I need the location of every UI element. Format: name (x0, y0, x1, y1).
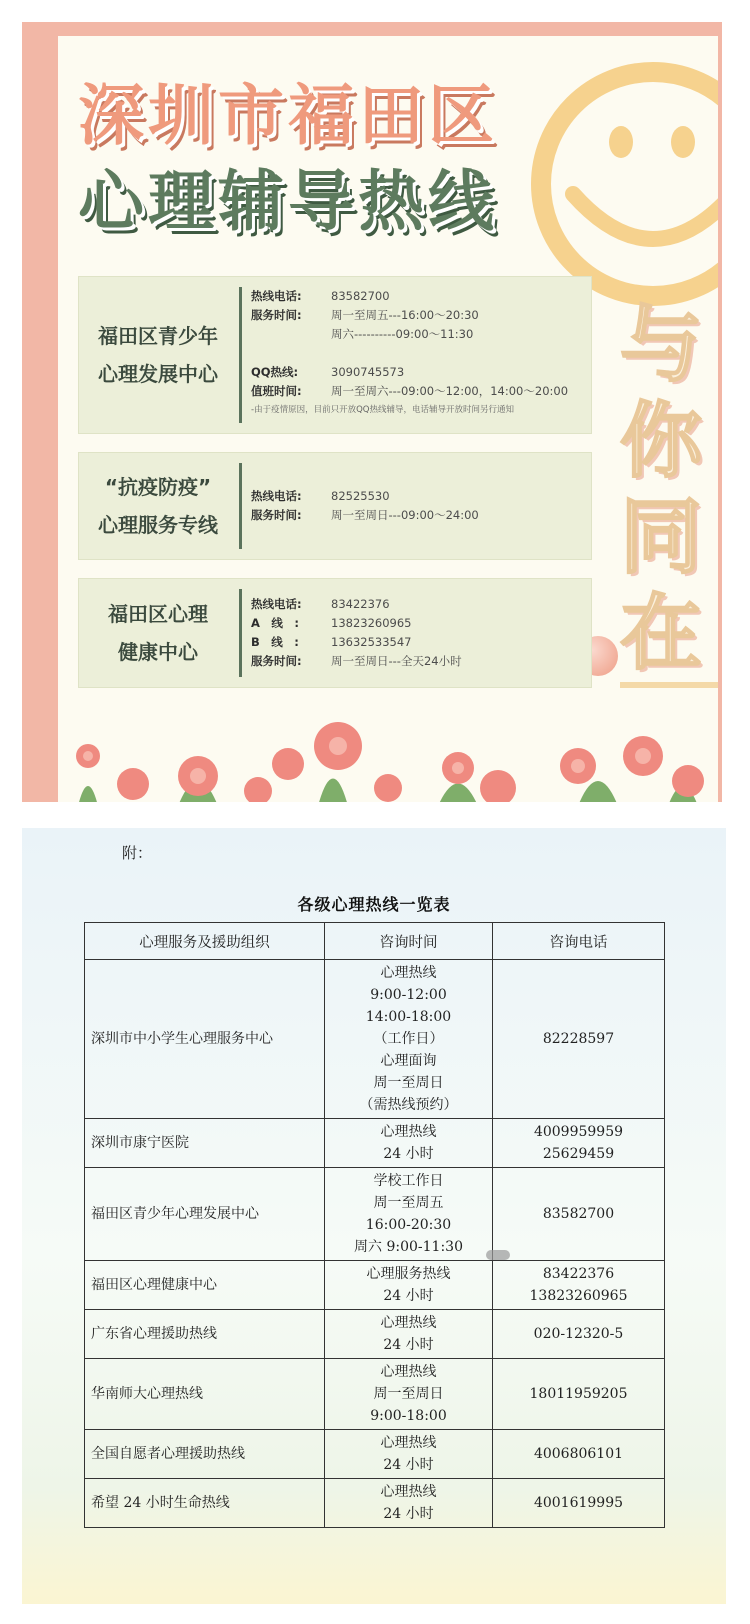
cell-org: 希望 24 小时生命热线 (85, 1479, 325, 1528)
row-label: 服务时间: (251, 308, 302, 322)
time-line: （需热线预约） (359, 1097, 458, 1113)
slogan-char: 在 (619, 586, 702, 681)
row-label: 热线电话: (251, 597, 302, 611)
cell-time (325, 1119, 493, 1168)
table-row (85, 1168, 665, 1261)
phone-number[interactable]: 4001619995 (533, 1495, 624, 1511)
cell-time (325, 1479, 493, 1528)
card-org-name-line: 福田区心理 (108, 602, 208, 626)
row-value: 83422376 (331, 597, 390, 611)
card-row (251, 382, 587, 401)
row-value: 周六----------09:00～11:30 (331, 327, 474, 341)
table-row (85, 1479, 665, 1528)
column-header-phone: 咨询电话 (493, 923, 665, 960)
poster-title-line1: 深圳市福田区 (78, 77, 498, 154)
hotline-list-document (22, 828, 726, 1604)
card-row (251, 614, 587, 633)
card-row (251, 363, 587, 382)
card-row (251, 633, 587, 652)
cell-org: 深圳市康宁医院 (85, 1119, 325, 1168)
phone-number[interactable]: 82228597 (542, 1031, 615, 1047)
blurred-mark (486, 1250, 510, 1260)
table-row (85, 1261, 665, 1310)
hotline-card-youth-center (78, 276, 592, 434)
row-value: 13632533547 (331, 635, 412, 649)
card-row (251, 652, 587, 671)
time-line: 16:00-20:30 (365, 1217, 452, 1233)
poster-canvas (58, 36, 718, 802)
card-separator (239, 589, 242, 677)
card-details (251, 487, 587, 525)
time-line: 心理热线 (380, 1364, 437, 1380)
cell-time (325, 1359, 493, 1430)
row-value: 周一至周日---09:00～24:00 (331, 508, 479, 522)
time-line: 周六 9:00-11:30 (354, 1239, 463, 1255)
cell-org: 福田区心理健康中心 (85, 1261, 325, 1310)
cell-org: 全国自愿者心理援助热线 (85, 1430, 325, 1479)
card-row (251, 487, 587, 506)
cell-phone (493, 1168, 665, 1261)
slogan-char: 与 (619, 298, 702, 393)
row-label: 热线电话: (251, 289, 302, 303)
cell-phone (493, 1359, 665, 1430)
time-line: 心理热线 (380, 1484, 437, 1500)
card-note: -由于疫情原因，目前只开放QQ热线辅导，电话辅导开放时间另行通知 (251, 405, 514, 415)
phone-number[interactable]: 020-12320-5 (533, 1326, 624, 1342)
vertical-slogan (606, 298, 716, 682)
row-value: 周一至周日---全天24小时 (331, 654, 462, 668)
time-line: 心理热线 (380, 965, 437, 981)
table-row (85, 1359, 665, 1430)
card-row (251, 506, 587, 525)
time-line: 24 小时 (383, 1288, 434, 1304)
card-row (251, 306, 587, 325)
cell-phone (493, 960, 665, 1119)
card-row (251, 595, 587, 614)
cell-org: 福田区青少年心理发展中心 (85, 1168, 325, 1261)
cell-phone (493, 1479, 665, 1528)
cell-phone (493, 1310, 665, 1359)
phone-number[interactable]: 4009959959 (533, 1124, 624, 1140)
card-org-name-line: 福田区青少年 (98, 324, 218, 348)
time-line: 心理面询 (380, 1053, 437, 1069)
cell-time (325, 960, 493, 1119)
card-org-name-line: 健康中心 (118, 640, 198, 664)
row-value: 周一至周六---09:00～12:00，14:00～20:00 (331, 384, 569, 398)
phone-number[interactable]: 13823260965 (529, 1288, 628, 1304)
cell-time (325, 1310, 493, 1359)
card-org-name-line: “抗疫防疫” (104, 475, 212, 499)
card-details (251, 595, 587, 671)
hotline-card-epidemic (78, 452, 592, 560)
cell-phone (493, 1430, 665, 1479)
row-value: 83582700 (331, 289, 390, 303)
time-line: 心理热线 (380, 1315, 437, 1331)
card-row (251, 325, 587, 344)
row-label: 服务时间: (251, 508, 302, 522)
cell-org: 广东省心理援助热线 (85, 1310, 325, 1359)
time-line: 心理服务热线 (366, 1266, 451, 1282)
hotline-table (84, 922, 665, 1528)
time-line: 周一至周日 (373, 1075, 444, 1091)
card-separator (239, 463, 242, 549)
time-line: 学校工作日 (373, 1173, 444, 1189)
table-row (85, 960, 665, 1119)
row-label: B 线 : (251, 635, 299, 649)
row-value: 3090745573 (331, 365, 405, 379)
card-row (251, 287, 587, 306)
phone-number[interactable]: 18011959205 (529, 1386, 628, 1402)
cell-org: 深圳市中小学生心理服务中心 (85, 960, 325, 1119)
card-org-name-line: 心理发展中心 (98, 362, 218, 386)
row-label: 热线电话: (251, 489, 302, 503)
cell-time (325, 1430, 493, 1479)
card-row-spacer (251, 344, 587, 363)
cell-org: 华南师大心理热线 (85, 1359, 325, 1430)
column-header-time: 咨询时间 (325, 923, 493, 960)
time-line: 24 小时 (383, 1337, 434, 1353)
time-line: 周一至周日 (373, 1386, 444, 1402)
time-line: 9:00-18:00 (370, 1408, 447, 1424)
flowers-decoration-icon (58, 696, 718, 802)
phone-number[interactable]: 25629459 (542, 1146, 615, 1162)
time-line: 24 小时 (383, 1506, 434, 1522)
table-header-row (85, 923, 665, 960)
time-line: 心理热线 (380, 1124, 437, 1140)
cell-time (325, 1168, 493, 1261)
row-value: 82525530 (331, 489, 390, 503)
cell-phone (493, 1119, 665, 1168)
card-org-name (79, 453, 237, 559)
slogan-underline (620, 682, 718, 688)
column-header-org: 心理服务及援助组织 (85, 923, 325, 960)
time-line: 14:00-18:00 (365, 1009, 452, 1025)
phone-number[interactable]: 4006806101 (533, 1446, 624, 1462)
card-org-name (79, 277, 237, 433)
time-line: （工作日） (373, 1031, 444, 1047)
row-label: 服务时间: (251, 654, 302, 668)
time-line: 周一至周五 (373, 1195, 444, 1211)
card-org-name (79, 579, 237, 687)
card-details (251, 287, 587, 420)
time-line: 9:00-12:00 (370, 987, 447, 1003)
time-line: 心理热线 (380, 1435, 437, 1451)
table-row (85, 1430, 665, 1479)
poster-title-line2: 心理辅导热线 (78, 163, 498, 240)
phone-number[interactable]: 83582700 (542, 1206, 615, 1222)
row-value: 13823260965 (331, 616, 412, 630)
table-row (85, 1119, 665, 1168)
hotline-card-health-center (78, 578, 592, 688)
table-row (85, 1310, 665, 1359)
row-label: QQ热线: (251, 365, 299, 379)
time-line: 24 小时 (383, 1457, 434, 1473)
phone-number[interactable]: 83422376 (542, 1266, 615, 1282)
card-org-name-line: 心理服务专线 (98, 513, 218, 537)
row-label: A 线 : (251, 616, 299, 630)
card-separator (239, 287, 242, 423)
poster (22, 22, 722, 802)
cell-time (325, 1261, 493, 1310)
cell-phone (493, 1261, 665, 1310)
row-value: 周一至周五---16:00～20:30 (331, 308, 479, 322)
slogan-char: 同 (619, 490, 702, 585)
time-line: 24 小时 (383, 1146, 434, 1162)
document-title: 各级心理热线一览表 (297, 895, 451, 914)
row-label: 值班时间: (251, 384, 302, 398)
document-note: 附： (122, 844, 153, 862)
slogan-char: 你 (619, 394, 702, 489)
